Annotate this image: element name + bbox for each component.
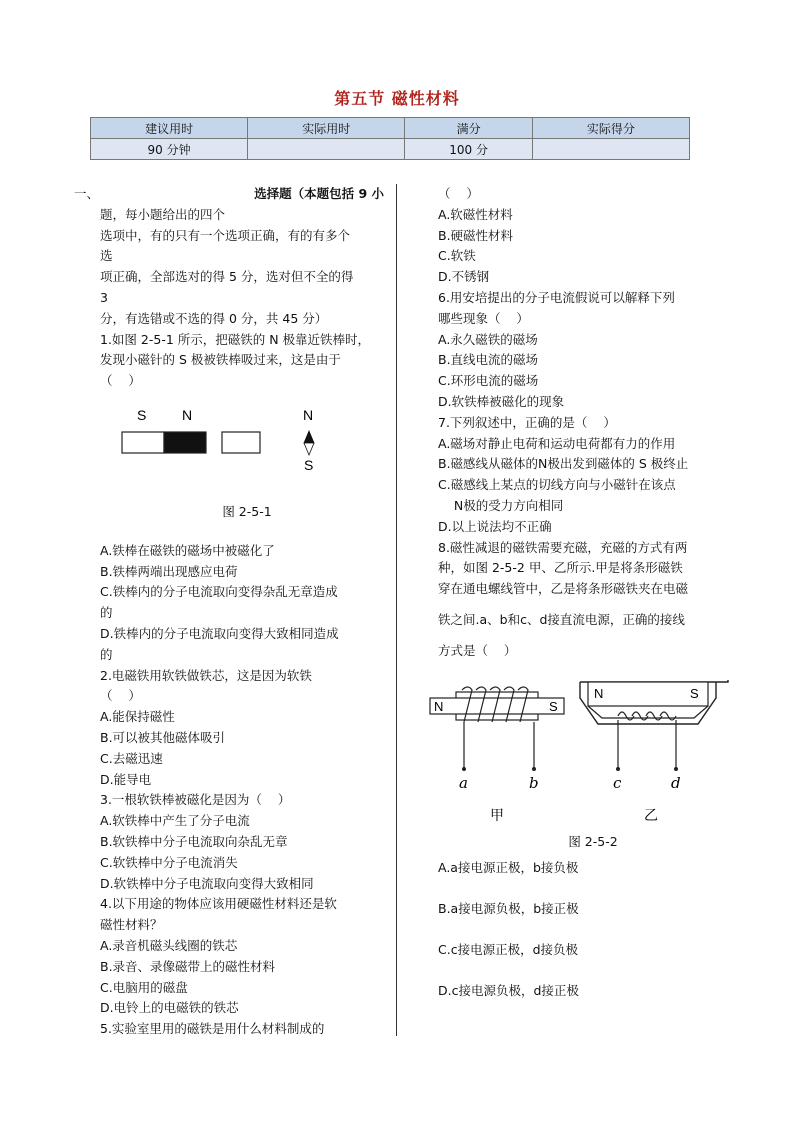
question-line: A.录音机磁头线圈的铁芯 [100, 937, 238, 953]
needle-south-half [304, 443, 314, 455]
question-line: D.软铁棒中分子电流取向变得大致相同 [100, 875, 314, 891]
question-line: A.铁棒在磁铁的磁场中被磁化了 [100, 542, 275, 558]
jia-n-label: N [434, 698, 444, 714]
column-divider [396, 184, 397, 1036]
value-actual-time [248, 139, 405, 160]
question-line: （ ） [100, 373, 141, 389]
figure-jia [430, 687, 564, 824]
question-line: B.录音、录像磁带上的磁性材料 [100, 958, 276, 974]
answer-option: B.a接电源负极，b接正极 [438, 901, 579, 917]
question-line: D.能导电 [100, 771, 152, 787]
question-line: 2.电磁铁用软铁做铁芯，这是因为软铁 [100, 667, 312, 683]
question-line: 的 [100, 605, 113, 621]
question-line: 5.实验室里用的磁铁是用什么材料制成的 [100, 1021, 325, 1037]
question-line: A.软铁棒中产生了分子电流 [100, 813, 250, 829]
magnet-s-label: S [137, 406, 147, 423]
header-suggested-time: 建议用时 [91, 118, 248, 139]
section-number: 一、 [74, 186, 100, 201]
terminal-d [674, 767, 678, 771]
question-line: A.磁场对静止电荷和运动电荷都有力的作用 [438, 435, 676, 451]
question-line: 3.一根软铁棒被磁化是因为（ ） [100, 792, 291, 808]
question-line: B.铁棒两端出现感应电荷 [100, 563, 238, 579]
question-line: （ ） [438, 186, 479, 201]
question-line: 发现小磁针的 S 极被铁棒吸过来，这是由于 [100, 352, 341, 368]
header-actual-time: 实际用时 [248, 118, 405, 139]
yi-s-label: S [690, 685, 699, 701]
question-line: 4.以下用途的物体应该用硬磁性材料还是软 [100, 896, 337, 912]
question-line: 7.下列叙述中，正确的是（ ） [438, 414, 616, 430]
question-line: 穿在通电螺线管中，乙是将条形磁铁夹在电磁 [438, 581, 689, 597]
question-line: B.直线电流的磁场 [438, 352, 539, 368]
question-line: D.电铃上的电磁铁的铁芯 [100, 1000, 239, 1016]
header-full-score: 满分 [405, 118, 532, 139]
figure-yi [580, 680, 728, 824]
figure-2-5-2 [434, 676, 728, 826]
iron-bar [222, 432, 260, 453]
figure-yi-label: 乙 [644, 807, 658, 824]
answer-option: D.c接电源负极，d接正极 [438, 982, 579, 998]
terminal-b-label: b [529, 773, 539, 792]
question-line: D.软铁棒被磁化的现象 [438, 393, 565, 409]
question-line: B.软铁棒中分子电流取向杂乱无章 [100, 833, 288, 849]
question-line: D.不锈钢 [438, 269, 490, 285]
needle-north-half [304, 431, 314, 443]
header-actual-score: 实际得分 [532, 118, 689, 139]
question-line: C.环形电流的磁场 [438, 373, 539, 389]
question-line: B.可以被其他磁体吸引 [100, 729, 226, 745]
value-actual-score [532, 139, 689, 160]
section-line: 分，有选错或不选的得 0 分，共 45 分） [100, 310, 328, 326]
question-line: D.铁棒内的分子电流取向变得大致相同造成 [100, 625, 339, 641]
question-line: 哪些现象（ ） [438, 310, 529, 326]
score-table [90, 117, 690, 160]
right-column [434, 184, 728, 1002]
figure-jia-label: 甲 [490, 807, 504, 824]
question-line: C.磁感线上某点的切线方向与小磁针在该点 [438, 477, 676, 493]
question-line: A.能保持磁性 [100, 709, 175, 725]
terminal-b [532, 767, 536, 771]
question-line: C.去磁迅速 [100, 750, 163, 766]
question-line: 8.磁性减退的磁铁需要充磁，充磁的方式有两 [438, 539, 688, 555]
score-table-value-row [91, 139, 690, 160]
value-full-score: 100 分 [405, 139, 532, 160]
question-line: 方式是（ ） [438, 642, 517, 658]
terminal-c-label: c [613, 773, 622, 792]
section-line: 题，每小题给出的四个 [100, 206, 226, 222]
section-line: 3 [100, 289, 108, 305]
question-line: N极的受力方向相同 [438, 497, 564, 513]
terminal-a [462, 767, 466, 771]
section-heading [100, 184, 384, 205]
question-line: 铁之间.a、b和c、d接直流电源，正确的接线 [438, 611, 685, 627]
section-line: 选项中，有的只有一个选项正确，有的有多个 [100, 227, 351, 243]
question-line: （ ） [100, 688, 141, 704]
bar-magnet-s-half [122, 432, 164, 453]
left-column [100, 184, 384, 1040]
value-suggested-time: 90 分钟 [91, 139, 248, 160]
terminal-c [616, 767, 620, 771]
question-line: 1.如图 2-5-1 所示，把磁铁的 N 极靠近铁棒时， [100, 331, 371, 347]
answer-option: A.a接电源正极，b接负极 [438, 860, 579, 876]
question-line: B.硬磁性材料 [438, 227, 514, 243]
figure-2-5-1 [100, 400, 384, 504]
question-line: 种，如图 2-5-2 甲、乙所示.甲是将条形磁铁 [438, 560, 683, 576]
section-line: 选 [100, 248, 113, 264]
question-line: C.电脑用的磁盘 [100, 979, 188, 995]
section-heading-text: 选择题（本题包括 9 小 [254, 186, 384, 201]
figure-caption: 图 2-5-2 [568, 833, 618, 849]
question-line: C.软铁棒中分子电流消失 [100, 854, 238, 870]
question-line: A.软磁性材料 [438, 206, 513, 222]
electromagnet-coil [618, 712, 676, 720]
question-line: C.软铁 [438, 248, 476, 264]
answer-option: C.c接电源正极，d接负极 [438, 941, 579, 957]
question-line: D.以上说法均不正确 [438, 518, 552, 534]
score-table-header-row [91, 118, 690, 139]
question-line: 6.用安培提出的分子电流假说可以解释下列 [438, 289, 675, 305]
question-line: B.磁感线从磁体的N极出发到磁体的 S 极终止 [438, 456, 689, 472]
yi-n-label: N [594, 685, 604, 701]
question-line: A.永久磁铁的磁场 [438, 331, 538, 347]
question-line: C.铁棒内的分子电流取向变得杂乱无章造成 [100, 584, 338, 600]
figure-caption: 图 2-5-1 [222, 503, 272, 519]
needle-n-label: N [303, 406, 314, 423]
bar-magnet-n-half [164, 432, 206, 453]
needle-s-label: S [304, 456, 314, 473]
magnet-n-label: N [182, 406, 193, 423]
question-line: 的 [100, 646, 113, 662]
terminal-d-label: d [671, 773, 681, 792]
terminal-a-label: a [459, 773, 468, 792]
page-title: 第五节 磁性材料 [334, 89, 460, 108]
section-line: 项正确，全部选对的得 5 分，选对但不全的得 [100, 269, 354, 285]
question-line: 磁性材料？ [100, 917, 163, 933]
jia-s-label: S [549, 698, 558, 714]
